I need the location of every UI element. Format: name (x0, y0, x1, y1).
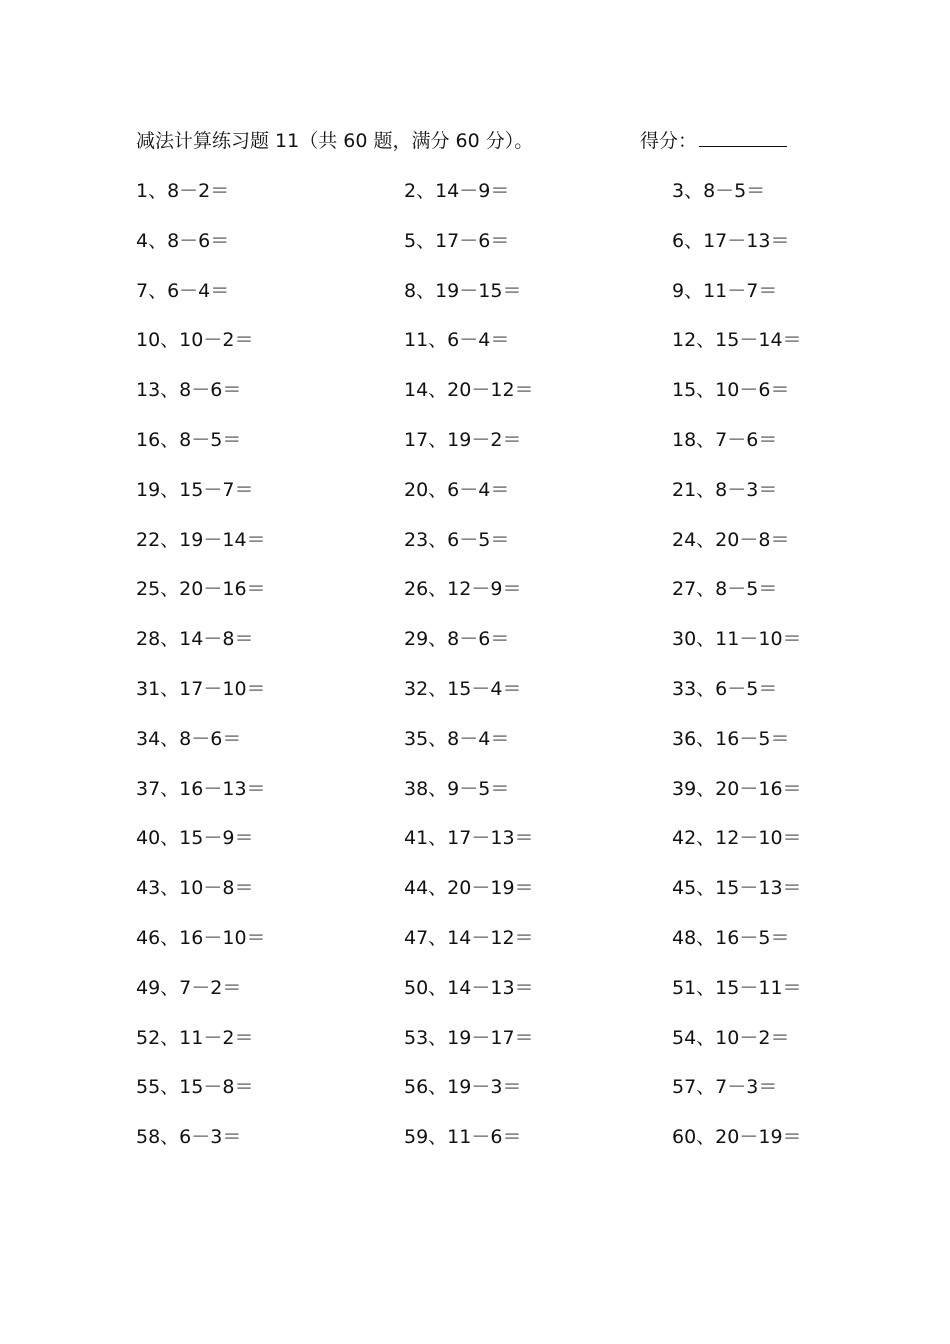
problem-item: 9、11－7＝ (672, 279, 778, 302)
problem-item: 3、8－5＝ (672, 180, 766, 202)
problem-item: 37、16－13＝ (136, 777, 266, 800)
problem-item: 42、12－10＝ (672, 827, 802, 850)
problem-item: 19、15－7＝ (136, 478, 254, 501)
problem-item: 33、6－5＝ (672, 677, 778, 700)
problem-item: 41、17－13＝ (404, 827, 534, 850)
problem-item: 27、8－5＝ (672, 578, 778, 601)
problem-item: 44、20－19＝ (404, 877, 534, 900)
problem-item: 45、15－13＝ (672, 877, 802, 900)
problem-item: 59、11－6＝ (404, 1126, 522, 1149)
problem-item: 26、12－9＝ (404, 578, 522, 601)
worksheet-title: 减法计算练习题 11（共 60 题，满分 60 分）。 (136, 130, 534, 152)
problem-item: 1、8－2＝ (136, 180, 230, 202)
problem-item: 7、6－4＝ (136, 279, 230, 302)
problem-item: 49、7－2＝ (136, 976, 242, 999)
problem-item: 18、7－6＝ (672, 428, 778, 451)
problem-item: 5、17－6＝ (404, 229, 510, 252)
problem-item: 36、16－5＝ (672, 727, 790, 750)
problem-item: 53、19－17＝ (404, 1026, 534, 1049)
problem-item: 32、15－4＝ (404, 677, 522, 700)
score-blank-line (699, 126, 787, 147)
problem-item: 56、19－3＝ (404, 1076, 522, 1099)
problem-item: 16、8－5＝ (136, 428, 242, 451)
problem-item: 20、6－4＝ (404, 478, 510, 501)
problem-item: 23、6－5＝ (404, 528, 510, 551)
problem-item: 35、8－4＝ (404, 727, 510, 750)
problem-item: 10、10－2＝ (136, 329, 254, 352)
problem-item: 31、17－10＝ (136, 677, 266, 700)
problem-item: 17、19－2＝ (404, 428, 522, 451)
problem-item: 43、10－8＝ (136, 877, 254, 900)
problem-item: 38、9－5＝ (404, 777, 510, 800)
score-field (640, 126, 787, 156)
problem-item: 28、14－8＝ (136, 628, 254, 651)
worksheet-header (136, 126, 816, 156)
score-label: 得分： (640, 130, 698, 152)
problem-item: 39、20－16＝ (672, 777, 802, 800)
problem-item: 30、11－10＝ (672, 628, 802, 651)
problem-item: 4、8－6＝ (136, 229, 230, 252)
problem-item: 11、6－4＝ (404, 329, 510, 352)
problem-item: 60、20－19＝ (672, 1126, 802, 1149)
problem-item: 47、14－12＝ (404, 926, 534, 949)
problem-item: 54、10－2＝ (672, 1026, 790, 1049)
problem-item: 58、6－3＝ (136, 1126, 242, 1149)
problem-item: 34、8－6＝ (136, 727, 242, 750)
problem-item: 40、15－9＝ (136, 827, 254, 850)
problem-item: 57、7－3＝ (672, 1076, 778, 1099)
problem-item: 14、20－12＝ (404, 379, 534, 402)
problem-item: 12、15－14＝ (672, 329, 802, 352)
problem-item: 2、14－9＝ (404, 180, 510, 202)
problem-item: 6、17－13＝ (672, 229, 790, 252)
problem-item: 29、8－6＝ (404, 628, 510, 651)
problem-item: 52、11－2＝ (136, 1026, 254, 1049)
problem-grid (136, 176, 836, 1172)
problem-item: 46、16－10＝ (136, 926, 266, 949)
problem-item: 22、19－14＝ (136, 528, 266, 551)
problem-item: 21、8－3＝ (672, 478, 778, 501)
problem-item: 48、16－5＝ (672, 926, 790, 949)
problem-item: 13、8－6＝ (136, 379, 242, 402)
problem-item: 50、14－13＝ (404, 976, 534, 999)
problem-item: 24、20－8＝ (672, 528, 790, 551)
problem-item: 51、15－11＝ (672, 976, 802, 999)
problem-item: 8、19－15＝ (404, 279, 522, 302)
problem-item: 55、15－8＝ (136, 1076, 254, 1099)
problem-item: 25、20－16＝ (136, 578, 266, 601)
problem-item: 15、10－6＝ (672, 379, 790, 402)
